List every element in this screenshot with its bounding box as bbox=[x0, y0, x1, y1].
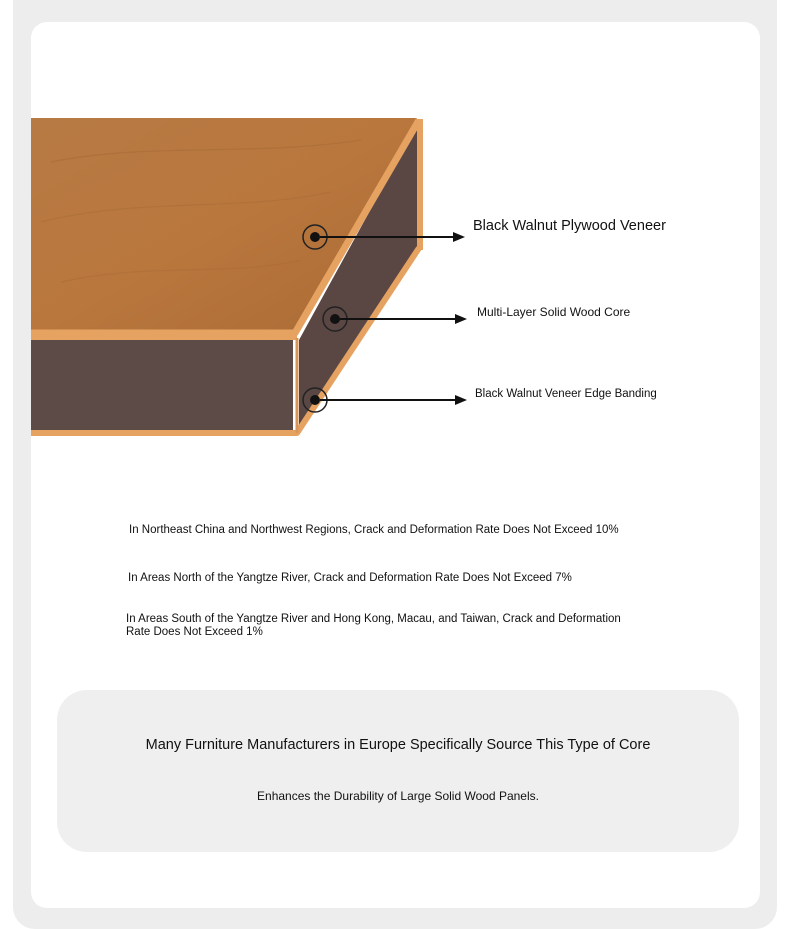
stat-north-yangtze: In Areas North of the Yangtze River, Crack and Deformation Rate Does Not Exceed 7% bbox=[128, 572, 572, 584]
wood-panel-illustration bbox=[31, 22, 760, 542]
note-subtitle: Enhances the Durability of Large Solid Wood Panels. bbox=[257, 789, 539, 803]
stat-northeast-northwest: In Northeast China and Northwest Regions, Crack and Deformation Rate Does Not Exceed 10% bbox=[129, 524, 619, 536]
note-title: Many Furniture Manufacturers in Europe Specifically Source This Type of Core bbox=[145, 737, 651, 753]
panel-front-face bbox=[31, 340, 293, 432]
content-card bbox=[31, 22, 760, 908]
info-note-panel bbox=[57, 690, 739, 852]
stat-south-yangtze: In Areas South of the Yangtze River and Hong Kong, Macau, and Taiwan, Crack and Deformation Rate Does Not Exceed 1% bbox=[126, 613, 621, 639]
callout-edge-banding: Black Walnut Veneer Edge Banding bbox=[475, 388, 657, 400]
callout-plywood-veneer: Black Walnut Plywood Veneer bbox=[473, 218, 666, 234]
callout-solid-wood-core: Multi-Layer Solid Wood Core bbox=[477, 305, 631, 319]
